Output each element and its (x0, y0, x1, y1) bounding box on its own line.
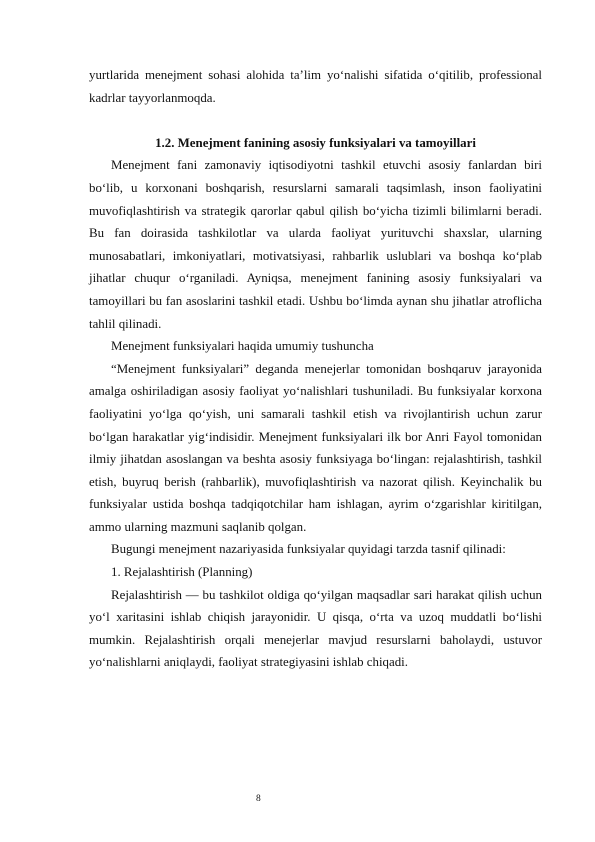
paragraph-6: Rejalashtirish — bu tashkilot oldiga qo‘yilgan maqsadlar sari harakat qilish uchun yo‘l xaritasini ishlab chiqish jarayonidir. U qisqa, o‘rta va uzoq muddatli bo‘lishi mumkin. Rejalashtirish orqali menejerlar mavjud resurslarni baholaydi, ustuvor yo‘nalishlarni aniqlaydi, faoliyat strategiyasini ishlab chiqadi. (89, 587, 542, 670)
paragraph-1: Menejment fani zamonaviy iqtisodiyotni tashkil etuvchi asosiy fanlardan biri bo‘lib, u korxonani boshqarish, resurslarni samarali taqsimlash, inson faoliyatini muvofiqlashtirish va strategik qarorlar qabul qilish bo‘yicha tizimli bilimlarni beradi. Bu fan doirasida tashkilotlar va ularda faoliyat yurituvchi shaxslar, ularning munosabatlari, imkoniyatlari, motivatsiyasi, rahbarlik uslublari va boshqa ko‘plab jihatlar chuqur o‘rganiladi. Ayniqsa, menejment fanining asosiy funksiyalari va tamoyillari bu fan asoslarini tashkil etadi. Ushbu bo‘limda aynan shu jihatlar atroflicha tahlil qilinadi. (89, 158, 542, 331)
paragraph-5: 1. Rejalashtirish (Planning) (111, 565, 253, 580)
paragraph-3: “Menejment funksiyalari” deganda menejerlar tomonidan boshqaruv jarayonida amalga oshiriladigan asosiy faoliyat yo‘nalishlari tushuniladi. Bu funksiyalar korxona faoliyatini yo‘lga qo‘yish, uni samarali tashkil etish va rivojlantirish uchun zarur bo‘lgan harakatlar yig‘indisidir. Menejment funksiyalari ilk bor Anri Fayol tomonidan ilmiy jihatdan asoslangan va beshta asosiy funksiyaga bo‘lingan: rejalashtirish, tashkil etish, buyruq berish (rahbarlik), muvofiqlashtirish va nazorat qilish. Keyinchalik bu funksiyalar ustida boshqa tadqiqotchilar ham ishlagan, ayrim o‘zgarishlar kiritilgan, ammo ularning mazmuni saqlanib qolgan. (89, 361, 542, 534)
paragraph-intro-end: yurtlarida menejment sohasi alohida ta’lim yo‘nalishi sifatida o‘qitilib, professional kadrlar tayyorlanmoqda. (89, 68, 542, 105)
page-number: 8 (256, 794, 261, 804)
paragraph-2: Menejment funksiyalari haqida umumiy tushuncha (111, 339, 374, 354)
document-page (89, 64, 542, 674)
paragraph-4: Bugungi menejment nazariyasida funksiyalar quyidagi tarzda tasnif qilinadi: (111, 542, 506, 557)
spacer (89, 109, 542, 132)
section-heading: 1.2. Menejment fanining asosiy funksiyalari va tamoyillari (155, 135, 476, 150)
